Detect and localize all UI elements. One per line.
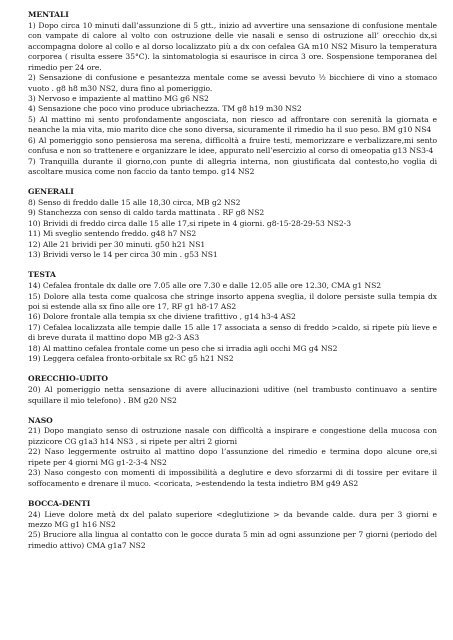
section-heading: TESTA [28,270,56,280]
symptom-entry: 24) Lieve dolore metà dx del palato superiore <deglutizione > da bevande calde. dura per 3 giorni e mezzo MG g1 h16 NS2 [28,509,437,529]
section-generali [28,187,437,261]
section-heading: GENERALI [28,187,74,197]
symptom-entry: 11) Mi sveglio sentendo freddo. g48 h7 NS2 [28,229,197,239]
symptom-entry: 3) Nervoso e impaziente al mattino MG g6 NS2 [28,93,209,103]
symptom-entry: 21) Dopo mangiato senso di ostruzione nasale con difficoltà a inspirare e congestione della mucosa con pizzicore CG g1a3 h14 NS3 , si ripete per altri 2 giorni [28,426,437,446]
section-testa [28,270,437,364]
symptom-entry: 6) Al pomeriggio sono pensierosa ma serena, difficoltà a fruire testi, memorizzare e verbalizzare,mi sento confusa e non so trattenere e organizzare le idee, appurato nell’esercizio al corso di omeopatia g13 NS3-4 [28,135,437,156]
symptom-entry: 22) Naso leggermente ostruito al mattino dopo l’assunzione del rimedio e termina dopo alcune ore,si ripete per 4 giorni MG g1-2-3-4 NS2 [28,447,437,467]
section-heading: BOCCA-DENTI [28,498,91,508]
symptom-entry: 25) Bruciore alla lingua al contatto con le gocce durata 5 min ad ogni assunzione per 7 giorni (periodo del rimedio attivo) CMA g1a7 NS2 [28,530,437,550]
section-orecchio-udito [28,374,437,406]
symptom-entry: 1) Dopo circa 10 minuti dall’assunzione di 5 gtt., inizio ad avvertire una sensazione di confusione mentale con vampate di calore al volto con ostruzione delle vie nasali e senso di ostruzione all’ orecchio dx,si accompagna dolore al collo e al dorso localizzato più a dx con cefalea GA m10 NS2 Misuro la temperatura corporea ( risulta essere 35°C). la sintomatologia si esaurisce in circa 3 ore. Sospensione temporanea del rimedio per 24 ore. [28,20,437,72]
symptom-entry: 9) Stanchezza con senso di caldo tarda mattinata . RF g8 NS2 [28,208,265,218]
symptom-entry: 5) Al mattino mi sento profondamente angosciata, non riesco ad affrontare con serenità la giornata e neanche la mia vita, mio marito dice che sono diversa, sicuramente il rimedio ha il suo peso. BM g10 NS4 [28,114,437,135]
symptom-entry: 7) Tranquilla durante il giorno,con punte di allegria interna, non giustificata dal contesto,ho voglia di ascoltare musica come non faccio da tanto tempo. g14 NS2 [28,156,437,177]
section-mentali [28,10,437,178]
symptom-entry: 16) Dolore frontale alla tempia sx che diviene trafittivo , g14 h3-4 AS2 [28,312,296,322]
symptom-entry: 8) Senso di freddo dalle 15 alle 18,30 circa, MB g2 NS2 [28,197,241,207]
symptom-entry: 13) Brividi verso le 14 per circa 30 min . g53 NS1 [28,250,218,260]
symptom-entry: 20) Al pomeriggio netta sensazione di avere allucinazioni uditive (nel trambusto continuavo a sentire squillare il mio telefono) . BM g20 NS2 [28,385,437,405]
section-bocca-denti [28,499,437,552]
symptom-entry: 19) Leggera cefalea fronto-orbitale sx RC g5 h21 NS2 [28,354,234,364]
symptom-entry: 4) Sensazione che poco vino produce ubriachezza. TM g8 h19 m30 NS2 [28,104,302,114]
section-heading: MENTALI [28,10,69,19]
symptom-entry: 18) Al mattino cefalea frontale come un peso che si irradia agli occhi MG g4 NS2 [28,343,338,353]
section-heading: NASO [28,415,53,425]
symptom-entry: 10) Brividi di freddo circa dalle 15 alle 17,si ripete in 4 giorni. g8-15-28-29-53 NS2-3 [28,218,351,228]
symptom-entry: 2) Sensazione di confusione e pesantezza mentale come se avessi bevuto ½ bicchiere di vino a stomaco vuoto . g8 h8 m30 NS2, dura fino al pomeriggio. [28,73,437,93]
symptom-entry: 17) Cefalea localizzata alle tempie dalle 15 alle 17 associata a senso di freddo >caldo, si ripete più lieve e di breve durata il mattino dopo MB g2-3 AS3 [28,322,437,343]
symptom-entry: 15) Dolore alla testa come qualcosa che stringe insorto appena sveglia, il dolore persiste sulla tempia dx poi si estende alla sx fino alle ore 17, RF g1 h8-17 AS2 [28,291,437,311]
section-naso [28,416,437,490]
symptom-entry: 12) Alle 21 brividi per 30 minuti. g50 h21 NS1 [28,239,206,249]
symptom-entry: 23) Naso congesto con momenti di impossibilità a deglutire e devo sforzarmi di di tossire per evitare il soffocamento e drenare il muco. <coricata, >estendendo la testa indietro BM g49 AS2 [28,468,437,488]
section-heading: ORECCHIO-UDITO [28,374,108,384]
symptom-entry: 14) Cefalea frontale dx dalle ore 7.05 alle ore 7.30 e dalle 12.05 alle ore 12.30, CMA g1 NS2 [28,281,382,291]
